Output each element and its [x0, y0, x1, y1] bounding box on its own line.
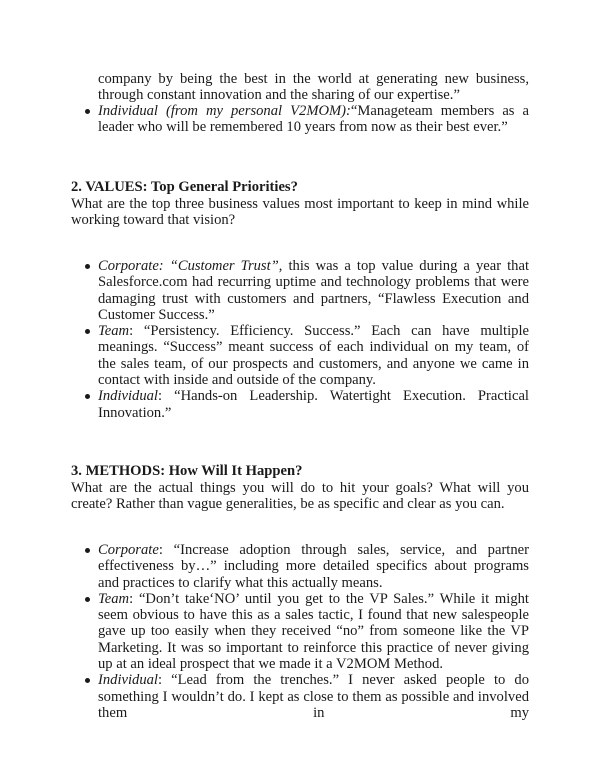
bullet-lead: Team [98, 323, 130, 340]
list-item [71, 388, 529, 421]
bullet-text: : “Persistency. Efficiency. Success.” Each can have multiple meanings. “Success” meant success of each individual on my team, of the sales team, of our prospects and customers, and anyone we came in contact with inside and outside of the company. [98, 323, 529, 389]
bullet-text: “Manageteam members as a leader who will be remembered 10 years from now as their best ever.” [98, 103, 529, 136]
bullet-text: : “Hands-on Leadership. Watertight Execution. Practical Innovation.” [98, 388, 529, 421]
list-item [71, 323, 529, 388]
bullet-icon [85, 678, 90, 683]
bullet-icon [85, 109, 90, 114]
bullet-text: : “Don’t take‘NO’ until you get to the VP Sales.” While it might seem obvious to have this as a sales tactic, I found that new salespeople gave up too easily when they received “no” from someone like the VP Marketing. It was so important to reinforce this practice of never giving up at an ideal prospect that we made it a V2MOM Method. [98, 590, 529, 673]
bullet-lead: Corporate: “Customer Trust” [98, 258, 279, 274]
vision-bullet-list [71, 103, 529, 136]
bullet-icon [85, 548, 90, 553]
values-bullet-list [71, 258, 529, 421]
section-question-values: What are the top three business values most important to keep in mind while working toward that vision? [71, 196, 529, 229]
bullet-icon [85, 597, 90, 602]
bullet-text: , this was a top value during a year that Salesforce.com had recurring uptime and technology problems that were damaging trust with customers and partners, “Flawless Execution and Customer Success.” [98, 258, 529, 323]
section-heading-values: 2. VALUES: Top General Priorities? [71, 179, 298, 195]
bullet-icon [85, 394, 90, 399]
bullet-text: : “Lead from the trenches.” I never asked people to do something I wouldn’t do. I kept as close to them as possible and involved them in my [98, 672, 529, 721]
vision-corporate-continuation: company by being the best in the world at generating new business, through constant innovation and the sharing of our expertise.” [98, 71, 529, 104]
bullet-lead: Individual [98, 388, 158, 405]
bullet-icon [85, 329, 90, 334]
list-item [71, 672, 529, 721]
section-heading-methods: 3. METHODS: How Will It Happen? [71, 463, 303, 479]
list-item [71, 103, 529, 136]
methods-bullet-list [71, 542, 529, 721]
bullet-text: : “Increase adoption through sales, service, and partner effectiveness by…” including more detailed specifics about programs and practices to clarify what this actually means. [98, 542, 529, 591]
bullet-lead: Individual (from my personal V2MOM): [98, 103, 351, 119]
list-item [71, 542, 529, 591]
bullet-lead: Team [98, 590, 130, 607]
list-item [71, 258, 529, 323]
bullet-icon [85, 264, 90, 269]
bullet-lead: Corporate [98, 542, 159, 558]
list-item [71, 591, 529, 672]
section-question-methods: What are the actual things you will do to hit your goals? What will you create? Rather than vague generalities, be as specific and clear as you can. [71, 480, 529, 513]
bullet-lead: Individual [98, 672, 158, 689]
